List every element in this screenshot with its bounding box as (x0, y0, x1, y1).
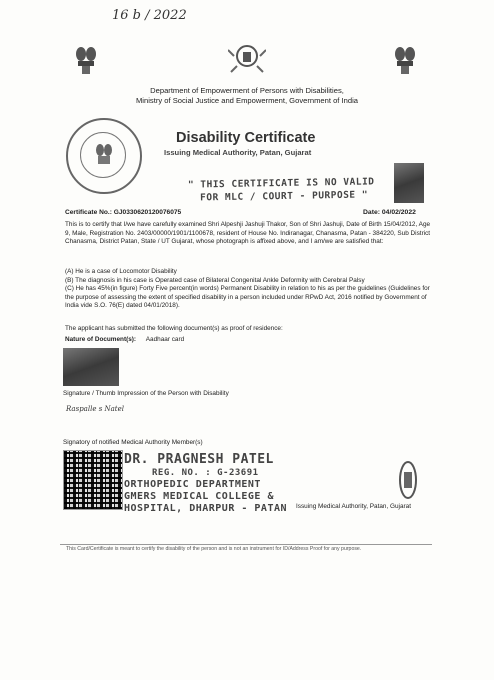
certificate-number: Certificate No.: GJ0330620120076075 (65, 209, 182, 216)
certificate-body: This is to certify that I/we have carefully examined Shri Alpeshji Jashuji Thakor, Son of Shri Jashuji, Date of Birth 15/04/2012, Age 9, Male, Registration No. 2403/00000/1901/1100678, resident of House No. Indiranagar, Chanasma, Patan - 384220, Sub District Chanasma, District Patan, State / UT Gujarat, whose photograph is affixed above, and I am/we are satisfied that: (65, 221, 431, 246)
signature-text: Raspalle s Natel (66, 405, 125, 413)
national-emblem-left-icon (73, 44, 99, 78)
authority-seal-icon (398, 460, 418, 500)
department-line2: Ministry of Social Justice and Empowerment, Government of India (135, 96, 358, 105)
finding-a: (A) He is a case of Locomotor Disability (65, 268, 177, 275)
documents-row (65, 336, 184, 345)
invalid-stamp (188, 175, 375, 204)
center-emblem-icon (228, 42, 266, 76)
doctor-stamp-college: GMERS MEDICAL COLLEGE & (124, 491, 274, 502)
footer-divider (60, 544, 432, 545)
department-header (0, 86, 494, 106)
finding-b: (B) The diagnosis in his case is Operated case of Bilateral Congenital Ankle Deformity with Cerebral Palsy (65, 276, 365, 284)
thumb-caption: Signature / Thumb Impression of the Person with Disability (63, 390, 229, 397)
documents-intro: The applicant has submitted the following document(s) as proof of residence: (65, 325, 283, 332)
invalid-stamp-line1: " THIS CERTIFICATE IS NO VALID (187, 176, 375, 191)
hospital-seal (66, 118, 142, 194)
certificate-date: Date: 04/02/2022 (363, 209, 416, 216)
national-emblem-right-icon (392, 44, 418, 78)
applicant-signature (66, 405, 124, 413)
applicant-photo (394, 163, 424, 203)
seal-emblem-icon (94, 142, 114, 168)
doctor-stamp (124, 452, 287, 515)
invalid-stamp-line2: FOR MLC / COURT - PURPOSE " (200, 189, 369, 204)
medical-signatory-label: Signatory of notified Medical Authority Member(s) (63, 439, 203, 446)
thumb-impression-image (63, 348, 119, 386)
documents-label: Nature of Document(s): (65, 336, 137, 343)
documents-value: Aadhaar card (145, 336, 185, 343)
page-title: Disability Certificate (176, 130, 316, 146)
handwritten-reference: 16 b / 2022 (112, 8, 187, 23)
doctor-stamp-dept: ORTHOPEDIC DEPARTMENT (124, 479, 261, 490)
findings (65, 268, 435, 311)
finding-c: (C) He has 45%(in figure) Forty Five percent(in words) Permanent Disability in relation to his as per the guidelines (Guidelines for the purpose of assessing the extent of specified disability in a person included under RPwD Act, 2016 notified by Government of India vide S.O. 76(E) dated 04/01/2018). (65, 285, 430, 310)
doctor-stamp-reg: REG. NO. : G-23691 (152, 468, 259, 478)
qr-code (63, 450, 123, 510)
doctor-stamp-hospital: HOSPITAL, DHARPUR - PATAN (124, 503, 288, 514)
doctor-stamp-name: DR. PRAGNESH PATEL (124, 452, 274, 467)
footer-disclaimer: This Card/Certificate is meant to certify the disability of the person and is not an instrument for ID/Address Proof for any purpose. (66, 546, 362, 552)
issuing-authority: Issuing Medical Authority, Patan, Gujarat (296, 503, 411, 510)
department-line1: Department of Empowerment of Persons with Disabilities, (150, 86, 344, 95)
page-subtitle: Issuing Medical Authority, Patan, Gujarat (164, 148, 312, 157)
